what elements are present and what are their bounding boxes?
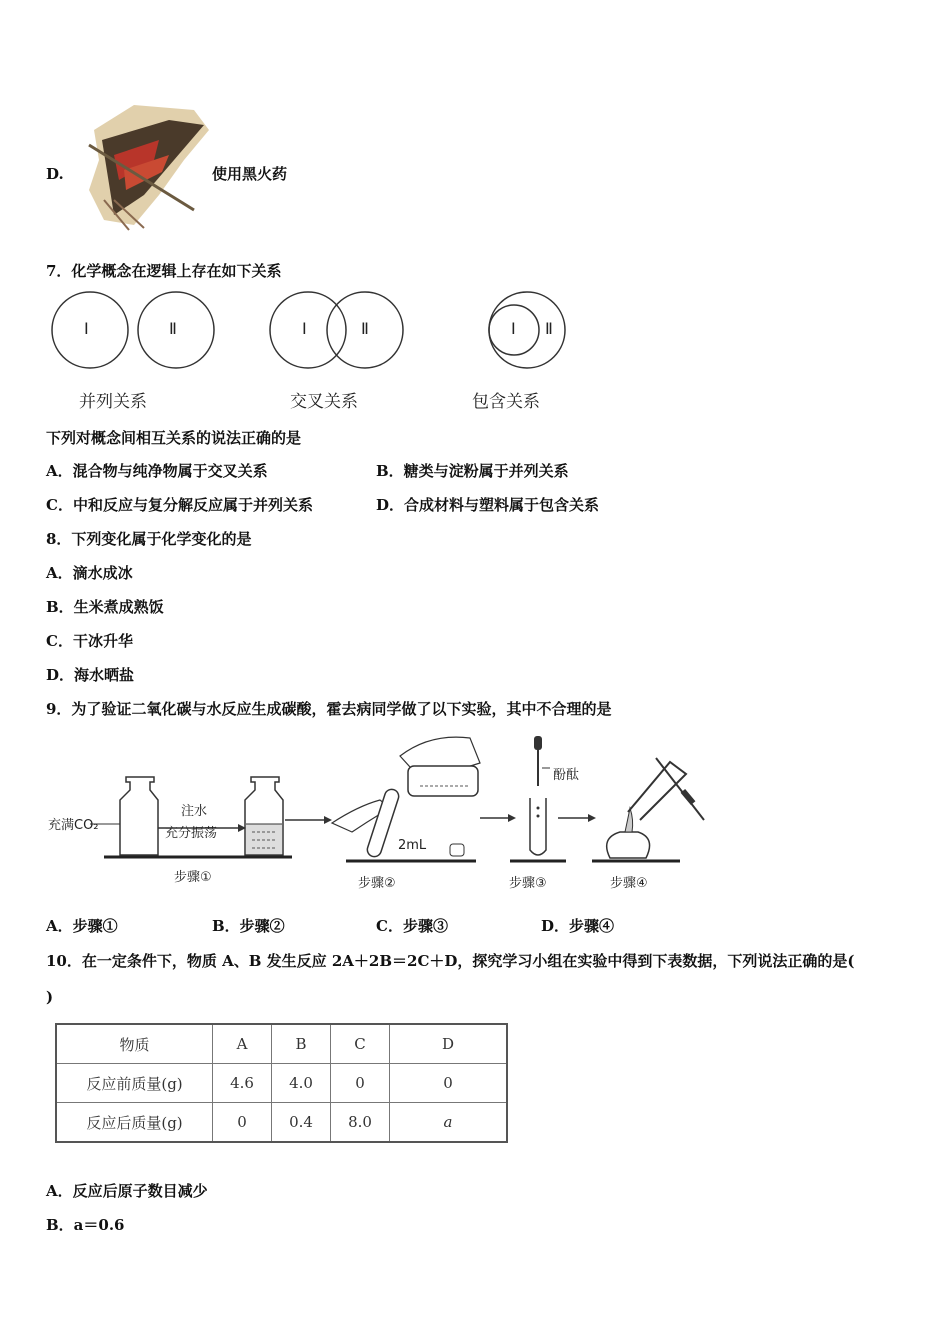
table-cell: 0: [390, 1064, 508, 1103]
table-cell: 0: [213, 1103, 272, 1143]
fig-step1: 步骤①: [174, 870, 212, 885]
table-cell: 0: [331, 1064, 390, 1103]
venn-parallel-ii: Ⅱ: [169, 319, 177, 338]
q9-option-c: C．步骤③: [376, 917, 448, 935]
q9-option-d: D．步骤④: [541, 917, 615, 935]
venn-diagrams: [40, 286, 600, 384]
q9-stem: 9．为了验证二氧化碳与水反应生成碳酸，霍去病同学做了以下实验，其中不合理的是: [46, 700, 612, 718]
q10-stem-line1: 10．在一定条件下，物质 A、B 发生反应 2A＋2B＝2C＋D，探究学习小组在实验中得到下表数据，下列说法正确的是(: [46, 952, 855, 970]
q8-stem: 8．下列变化属于化学变化的是: [46, 530, 252, 548]
table-cell: 4.0: [272, 1064, 331, 1103]
q7-stem: 7．化学概念在逻辑上存在如下关系: [46, 262, 282, 280]
table-row: [56, 1064, 507, 1103]
table-header-cell: B: [272, 1024, 331, 1064]
table-header-cell: A: [213, 1024, 272, 1064]
table-cell: 4.6: [213, 1064, 272, 1103]
fig-shake: 充分振荡: [165, 826, 218, 841]
table-header-cell: 物质: [56, 1024, 213, 1064]
q7-option-d: D．合成材料与塑料属于包含关系: [376, 496, 600, 514]
mass-data-table: [55, 1023, 508, 1143]
venn-contain-i: Ⅰ: [511, 319, 516, 338]
q7-option-a: A．混合物与纯净物属于交叉关系: [46, 462, 268, 480]
venn-contain-ii: Ⅱ: [545, 319, 553, 338]
q6-option-d-letter: D.: [46, 165, 64, 183]
q10-option-a: A．反应后原子数目减少: [46, 1182, 208, 1200]
rocket-arrow-image: [74, 100, 214, 235]
q8-option-d: D．海水晒盐: [46, 666, 135, 684]
fig-volume: 2mL: [398, 838, 427, 853]
table-header-cell: D: [390, 1024, 508, 1064]
table-cell: 8.0: [331, 1103, 390, 1143]
q8-option-b: B．生米煮成熟饭: [46, 598, 164, 616]
venn-parallel-i: Ⅰ: [84, 319, 89, 338]
fig-step4: 步骤④: [610, 876, 648, 891]
q9-option-b: B．步骤②: [212, 917, 285, 935]
table-cell: 反应前质量(g): [56, 1064, 213, 1103]
venn-cross-ii: Ⅱ: [361, 319, 369, 338]
q7-question: 下列对概念间相互关系的说法正确的是: [46, 429, 302, 447]
table-cell: a: [390, 1103, 508, 1143]
table-header-row: [56, 1024, 507, 1064]
table-cell: 0.4: [272, 1103, 331, 1143]
venn-label-contain: 包含关系: [472, 392, 540, 412]
q8-option-c: C．干冰升华: [46, 632, 133, 650]
fig-step2: 步骤②: [358, 876, 396, 891]
q7-option-c: C．中和反应与复分解反应属于并列关系: [46, 496, 313, 514]
q9-option-a: A．步骤①: [46, 917, 118, 935]
fig-add-water: 注水: [181, 804, 208, 819]
table-header-cell: C: [331, 1024, 390, 1064]
q8-option-a: A．滴水成冰: [46, 564, 133, 582]
venn-label-parallel: 并列关系: [79, 392, 147, 412]
fig-phenol: 酚酞: [553, 768, 580, 783]
table-cell: 反应后质量(g): [56, 1103, 213, 1143]
q10-option-b: B．a＝0.6: [46, 1216, 125, 1234]
fig-step3: 步骤③: [509, 876, 547, 891]
q6-option-d-text: 使用黑火药: [212, 165, 288, 183]
q7-option-b: B．糖类与淀粉属于并列关系: [376, 462, 569, 480]
fig-co2-label: 充满CO₂: [48, 818, 99, 833]
table-row: [56, 1103, 507, 1143]
venn-cross-i: Ⅰ: [302, 319, 307, 338]
venn-label-cross: 交叉关系: [290, 392, 358, 412]
q10-stem-line2: ): [46, 988, 54, 1006]
